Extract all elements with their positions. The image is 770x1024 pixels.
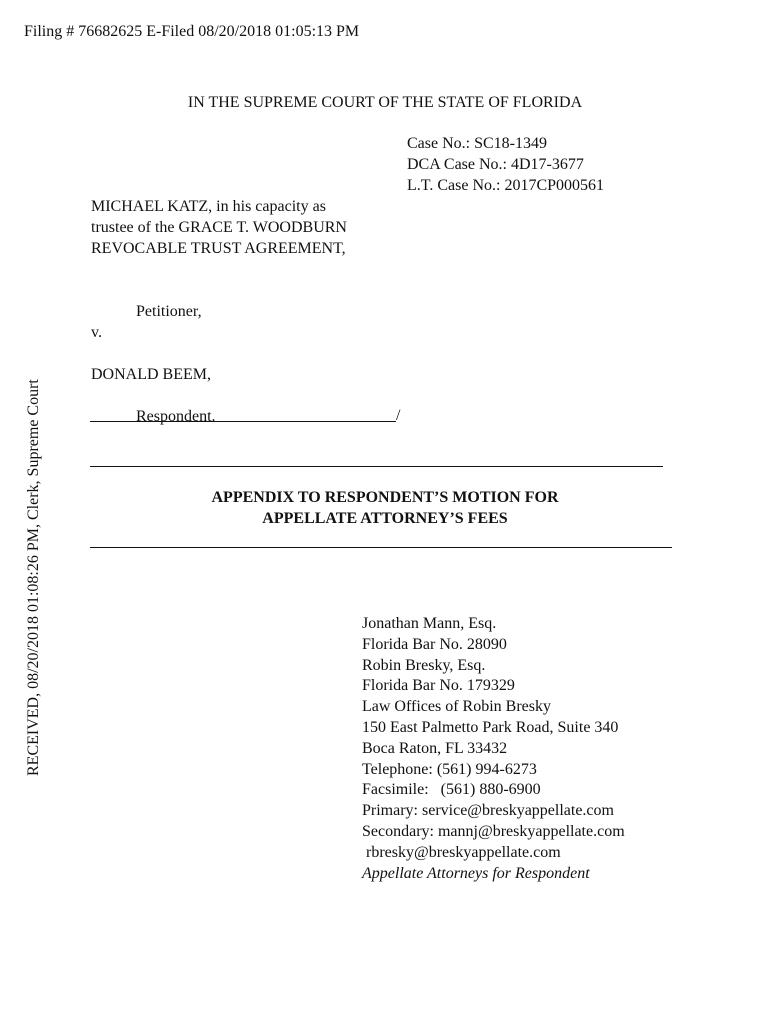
case-numbers — [407, 134, 604, 197]
counsel-line: 150 East Palmetto Park Road, Suite 340 — [362, 718, 619, 736]
received-stamp: RECEIVED, 08/20/2018 01:08:26 PM, Clerk, Supreme Court — [25, 379, 42, 776]
counsel-block — [362, 614, 625, 884]
case-number: Case No.: SC18-1349 — [407, 135, 547, 152]
counsel-line: Facsimile: (561) 880-6900 — [362, 781, 541, 799]
filing-stamp: Filing # 76682625 E-Filed 08/20/2018 01:05:13 PM — [24, 23, 360, 40]
counsel-line: Robin Bresky, Esq. — [362, 656, 486, 674]
counsel-line: Boca Raton, FL 33432 — [362, 739, 508, 757]
counsel-email-primary: Primary: service@breskyappellate.com — [362, 802, 614, 820]
petitioner-line-2: trustee of the GRACE T. WOODBURN — [91, 219, 347, 236]
document-title-line-1: APPENDIX TO RESPONDENT’S MOTION FOR — [211, 489, 559, 506]
counsel-line: Florida Bar No. 179329 — [362, 677, 515, 695]
petitioner-role: Petitioner, — [136, 303, 202, 320]
petitioner-line-3: REVOCABLE TRUST AGREEMENT, — [91, 240, 346, 257]
counsel-email-secondary: Secondary: mannj@breskyappellate.com — [362, 822, 625, 840]
case-caption — [91, 197, 347, 428]
court-name: IN THE SUPREME COURT OF THE STATE OF FLORIDA — [187, 94, 583, 111]
versus: v. — [91, 324, 102, 341]
caption-end-slash: / — [396, 407, 401, 424]
respondent-role: Respondent. — [136, 408, 216, 425]
counsel-email-tertiary: rbresky@breskyappellate.com — [362, 843, 561, 861]
respondent-name: DONALD BEEM, — [91, 366, 211, 383]
counsel-line: Law Offices of Robin Bresky — [362, 698, 551, 716]
caption-rule — [90, 406, 400, 427]
title-rule-bottom — [90, 547, 672, 548]
counsel-line: Florida Bar No. 28090 — [362, 635, 507, 653]
document-title — [0, 488, 770, 530]
document-title-line-2: APPELLATE ATTORNEY’S FEES — [262, 510, 508, 527]
dca-case-number: DCA Case No.: 4D17-3677 — [407, 156, 584, 173]
counsel-line: Jonathan Mann, Esq. — [362, 615, 497, 632]
caption-underline — [90, 406, 396, 422]
lt-case-number: L.T. Case No.: 2017CP000561 — [407, 177, 605, 194]
petitioner-line-1: MICHAEL KATZ, in his capacity as — [91, 198, 326, 215]
signature-role: Appellate Attorneys for Respondent — [362, 864, 590, 882]
counsel-line: Telephone: (561) 994-6273 — [362, 760, 537, 778]
title-rule-top — [90, 466, 663, 467]
